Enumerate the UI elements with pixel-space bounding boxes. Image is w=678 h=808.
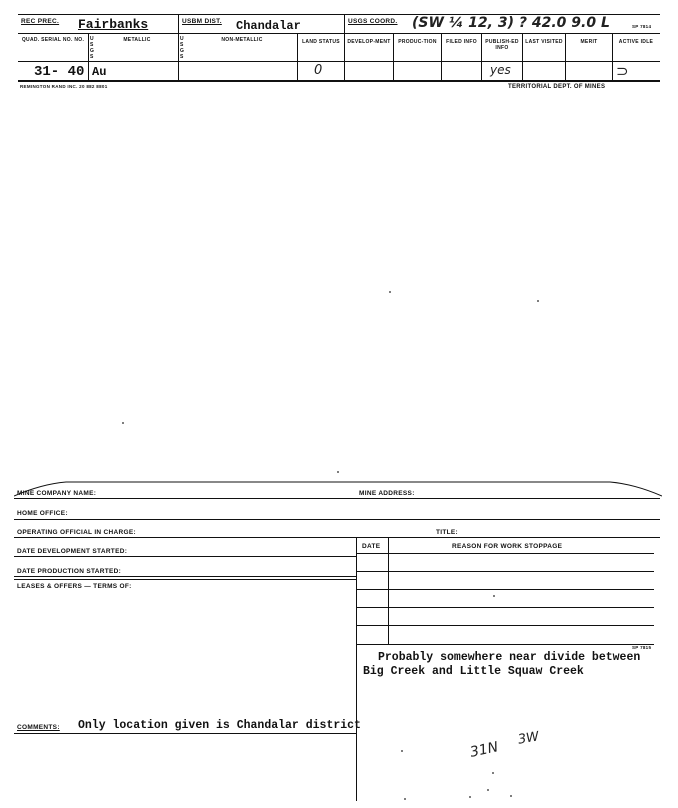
printer-line: REMINGTON RAND INC. 20 882 8801 bbox=[20, 84, 108, 89]
col-div-4 bbox=[344, 14, 345, 81]
rec-prec-label: REC PREC. bbox=[21, 18, 60, 25]
col-div-5 bbox=[393, 33, 394, 81]
div-date-col bbox=[388, 537, 389, 644]
rule-reason-2 bbox=[356, 589, 654, 590]
land-status-value: 0 bbox=[314, 63, 323, 78]
col-quad-serial: QUAD. SERIAL NO. NO. bbox=[21, 37, 85, 43]
col-merit: MERIT bbox=[580, 39, 598, 45]
rule-home-office bbox=[14, 519, 660, 520]
reason-column-label: REASON FOR WORK STOPPAGE bbox=[452, 543, 563, 550]
col-usgs-2: U S G S bbox=[180, 36, 185, 60]
date-column-label: DATE bbox=[362, 543, 381, 550]
scan-speck bbox=[337, 471, 339, 473]
published-info-value: yes bbox=[490, 63, 511, 77]
rule-reason-header bbox=[356, 553, 654, 554]
metallic-value: Au bbox=[92, 65, 107, 79]
mine-company-label: MINE COMPANY NAME: bbox=[17, 490, 97, 497]
rule-comments bbox=[14, 733, 356, 734]
col-non-metallic: NON-METALLIC bbox=[221, 37, 263, 43]
col-production: PRODUC-TION bbox=[398, 39, 437, 45]
usgs-coord-value: (SW ¼ 12, 3) ? 42.0 9.0 L bbox=[412, 15, 610, 31]
div-center bbox=[356, 537, 357, 801]
scan-speck bbox=[389, 291, 391, 293]
quad-serial-value: 31- 40 bbox=[34, 64, 85, 80]
usbm-dist-label: USBM DIST. bbox=[182, 18, 222, 25]
scan-speck bbox=[404, 798, 406, 800]
title-label: TITLE: bbox=[436, 529, 459, 536]
col-div-1 bbox=[88, 33, 89, 81]
scan-speck bbox=[487, 789, 489, 791]
date-development-label: DATE DEVELOPMENT STARTED: bbox=[17, 548, 128, 555]
col-land-status: LAND STATUS bbox=[302, 39, 340, 45]
hand-note-range: 3W bbox=[516, 729, 541, 748]
col-div-10 bbox=[612, 33, 613, 81]
territorial-line: TERRITORIAL DEPT. OF MINES bbox=[508, 84, 606, 90]
date-production-label: DATE PRODUCTION STARTED: bbox=[17, 568, 122, 575]
rule-reason-3 bbox=[356, 607, 654, 608]
comments-value: Only location given is Chandalar district bbox=[78, 719, 361, 732]
col-div-9 bbox=[565, 33, 566, 81]
rule-reason-1 bbox=[356, 571, 654, 572]
rule-company bbox=[14, 498, 660, 499]
col-div-6 bbox=[441, 33, 442, 81]
scan-speck bbox=[401, 750, 403, 752]
rule-reason-4 bbox=[356, 625, 654, 626]
col-div-2 bbox=[178, 14, 179, 81]
bottom-form-number: SP 7815 bbox=[632, 645, 652, 650]
scan-speck bbox=[510, 795, 512, 797]
col-metallic: METALLIC bbox=[123, 37, 151, 43]
active-idle-value: ⊃ bbox=[616, 62, 629, 80]
col-div-8 bbox=[522, 33, 523, 81]
top-form-number: SP 7814 bbox=[632, 24, 652, 29]
notes-line-1: Probably somewhere near divide between bbox=[378, 651, 641, 664]
rule-reason-5 bbox=[356, 644, 654, 645]
leases-label: LEASES & OFFERS — TERMS OF: bbox=[17, 583, 132, 590]
hand-note-township: 31N bbox=[468, 739, 500, 761]
rule-prod-left-double bbox=[14, 579, 356, 580]
top-rule-4 bbox=[18, 80, 660, 82]
notes-line-2: Big Creek and Little Squaw Creek bbox=[363, 665, 584, 678]
col-last-visited: LAST VISITED bbox=[525, 39, 563, 45]
col-active-idle: ACTIVE IDLE bbox=[618, 39, 654, 45]
usgs-coord-label: USGS COORD. bbox=[348, 18, 398, 25]
col-div-3 bbox=[297, 33, 298, 81]
rule-prod-left bbox=[14, 576, 356, 577]
top-rule-2 bbox=[18, 33, 660, 34]
top-rule-3 bbox=[18, 61, 660, 62]
rule-official bbox=[14, 537, 660, 538]
operating-official-label: OPERATING OFFICIAL IN CHARGE: bbox=[17, 529, 136, 536]
scan-speck bbox=[493, 595, 495, 597]
usbm-dist-value: Chandalar bbox=[236, 19, 301, 33]
col-usgs-1: U S G S bbox=[90, 36, 95, 60]
col-development: DEVELOP-MENT bbox=[347, 39, 391, 45]
home-office-label: HOME OFFICE: bbox=[17, 510, 68, 517]
col-div-7 bbox=[481, 33, 482, 81]
scan-speck bbox=[492, 772, 494, 774]
comments-label: COMMENTS: bbox=[17, 724, 60, 731]
scan-speck bbox=[122, 422, 124, 424]
rec-prec-value: Fairbanks bbox=[78, 17, 149, 32]
col-published-info: PUBLISH-ED INFO bbox=[485, 39, 519, 51]
rule-dev-left bbox=[14, 556, 356, 557]
card-top-curve bbox=[14, 474, 662, 498]
mine-address-label: MINE ADDRESS: bbox=[359, 490, 415, 497]
scan-speck bbox=[537, 300, 539, 302]
col-filed-info: FILED INFO bbox=[446, 39, 477, 45]
scan-speck bbox=[469, 796, 471, 798]
